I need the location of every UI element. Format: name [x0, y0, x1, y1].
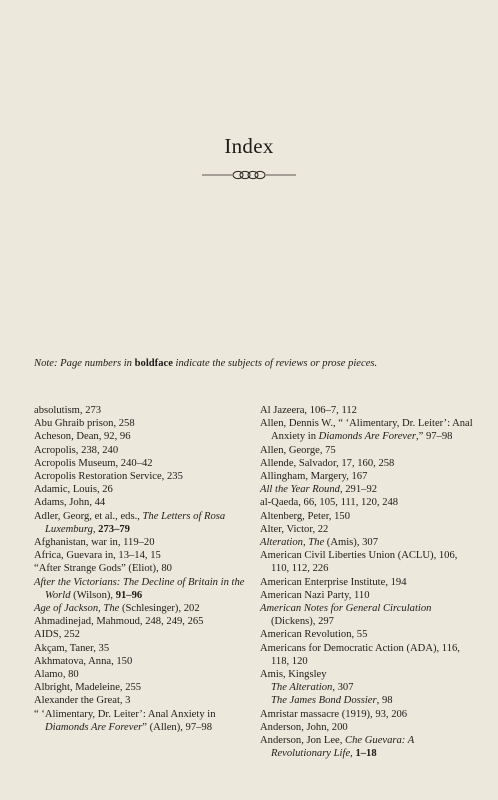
- entry-pages-bold: 91–96: [115, 589, 143, 601]
- entry-text: Anderson, John, 200: [260, 721, 348, 733]
- index-entry: [34, 602, 246, 615]
- entry-text: American Revolution, 55: [260, 629, 368, 641]
- entry-text: (Dickens), 297: [271, 616, 334, 628]
- index-entry: [260, 404, 474, 417]
- entry-text: Ahmadinejad, Mahmoud, 248, 249, 265: [34, 616, 204, 628]
- entry-title-italic: All the Year Round: [260, 484, 340, 496]
- entry-text: Afghanistan, war in, 119–20: [34, 537, 155, 549]
- index-entry: [260, 734, 474, 760]
- entry-text: Acropolis, 238, 240: [34, 444, 119, 456]
- page-title: Index: [224, 134, 274, 158]
- index-entry: [260, 470, 474, 483]
- index-entry: [34, 444, 246, 457]
- entry-text: Anderson, Jon Lee,: [260, 735, 346, 747]
- index-column-right: [260, 404, 474, 760]
- entry-text: Allen, Dennis W., “ ‘Alimentary, Dr. Leiter’: Anal Anxiety in: [260, 418, 473, 443]
- entry-text: Allingham, Margery, 167: [260, 471, 368, 483]
- index-entry: [34, 655, 246, 668]
- entry-text: American Civil Liberties Union (ACLU), 106, 110, 112, 226: [260, 550, 458, 575]
- flourish-ornament-icon: [202, 168, 296, 182]
- entry-title-italic: The Letters of Rosa Luxemburg: [45, 510, 226, 535]
- note-boldface: boldface: [134, 358, 173, 369]
- entry-title-italic: Age of Jackson, The: [34, 603, 120, 615]
- entry-text: Altenberg, Peter, 150: [260, 510, 350, 522]
- index-entry: [34, 549, 246, 562]
- index-entry: [260, 668, 474, 681]
- index-entry: [34, 536, 246, 549]
- entry-title-italic: The Alteration: [271, 682, 333, 694]
- entry-text: ,: [350, 748, 356, 760]
- index-entry: [260, 602, 474, 628]
- index-entry: [34, 694, 246, 707]
- index-entry: [34, 615, 246, 628]
- index-entry: [34, 628, 246, 641]
- index-entry: [34, 642, 246, 655]
- index-entry: [34, 681, 246, 694]
- entry-title-italic: Alteration, The: [260, 537, 325, 549]
- entry-text: Americans for Democratic Action (ADA), 116, 118, 120: [260, 642, 460, 667]
- index-entry: [34, 457, 246, 470]
- index-entry: [34, 668, 246, 681]
- entry-text: absolutism, 273: [34, 405, 102, 416]
- entry-text: Abu Ghraib prison, 258: [34, 418, 135, 430]
- entry-text: ” (Allen), 97–98: [142, 721, 213, 733]
- index-entry: [260, 642, 474, 668]
- index-subentry: [260, 694, 474, 707]
- entry-text: Acropolis Restoration Service, 235: [34, 471, 183, 483]
- entry-text: Acropolis Museum, 240–42: [34, 457, 153, 469]
- entry-text: Amis, Kingsley: [260, 669, 327, 681]
- entry-text: Alexander the Great, 3: [34, 695, 131, 707]
- entry-text: Akçam, Taner, 35: [34, 642, 110, 654]
- index-entry: [260, 483, 474, 496]
- entry-text: ,: [92, 523, 99, 535]
- index-note: [34, 357, 474, 370]
- entry-text: Adler, Georg, et al., eds.,: [34, 510, 143, 522]
- index-entry: [34, 483, 246, 496]
- index-entry: [34, 430, 246, 443]
- index-entry: [260, 496, 474, 509]
- index-column-left: [34, 404, 246, 734]
- index-entry: [260, 628, 474, 641]
- index-entry: [34, 470, 246, 483]
- index-entry: [260, 510, 474, 523]
- entry-text: Alter, Victor, 22: [260, 523, 329, 535]
- entry-text: , 307: [332, 682, 354, 694]
- entry-text: “After Strange Gods” (Eliot), 80: [34, 563, 172, 575]
- index-entry: [260, 589, 474, 602]
- index-entry: [260, 444, 474, 457]
- index-entry: [260, 721, 474, 734]
- entry-pages-bold: 273–79: [98, 523, 130, 535]
- index-entry: [260, 523, 474, 536]
- entry-text: Al Jazeera, 106–7, 112: [260, 405, 357, 416]
- index-entry: [34, 496, 246, 509]
- entry-text: American Nazi Party, 110: [260, 589, 370, 601]
- index-entry: [260, 457, 474, 470]
- index-entry: [34, 510, 246, 536]
- note-suffix: indicate the subjects of reviews or prose pieces.: [172, 358, 378, 369]
- index-entry: [34, 708, 246, 734]
- index-entry: [34, 417, 246, 430]
- entry-text: American Enterprise Institute, 194: [260, 576, 407, 588]
- entry-text: , 291–92: [339, 484, 378, 496]
- entry-text: Akhmatova, Anna, 150: [34, 655, 133, 667]
- entry-text: Alamo, 80: [34, 669, 79, 681]
- index-entry: [260, 708, 474, 721]
- index-entry: [260, 536, 474, 549]
- entry-text: Africa, Guevara in, 13–14, 15: [34, 550, 161, 562]
- entry-title-italic: The James Bond Dossier: [271, 695, 377, 707]
- entry-text: ,” 97–98: [415, 431, 453, 443]
- entry-text: Adams, John, 44: [34, 497, 106, 509]
- entry-title-italic: Che Guevara: A Revolutionary Life: [271, 735, 415, 760]
- entry-text: Adamic, Louis, 26: [34, 484, 113, 496]
- entry-text: Albright, Madeleine, 255: [34, 682, 142, 694]
- entry-text: , 98: [376, 695, 393, 707]
- entry-pages-bold: 1–18: [355, 748, 377, 760]
- entry-text: AIDS, 252: [34, 629, 80, 641]
- entry-title-italic: American Notes for General Circulation: [260, 603, 432, 615]
- index-subentry: [260, 681, 474, 694]
- index-entry: [260, 576, 474, 589]
- entry-text: (Schlesinger), 202: [119, 603, 200, 615]
- entry-title-italic: Diamonds Are Forever: [318, 431, 416, 443]
- entry-text: (Amis), 307: [324, 537, 379, 549]
- index-entry: [260, 549, 474, 575]
- entry-text: (Wilson),: [70, 589, 116, 601]
- entry-text: Allende, Salvador, 17, 160, 258: [260, 457, 395, 469]
- index-entry: [34, 576, 246, 602]
- entry-text: Allen, George, 75: [260, 444, 336, 456]
- entry-text: Amristar massacre (1919), 93, 206: [260, 708, 408, 720]
- note-prefix: Note: Page numbers in: [34, 358, 135, 369]
- entry-text: al-Qaeda, 66, 105, 111, 120, 248: [260, 497, 399, 509]
- index-entry: [34, 562, 246, 575]
- index-entry: [260, 417, 474, 443]
- index-entry: [34, 404, 246, 417]
- entry-text: Acheson, Dean, 92, 96: [34, 431, 131, 443]
- entry-title-italic: Diamonds Are Forever: [45, 721, 143, 733]
- entry-title-italic: After the Victorians: The Decline of Britain in the World: [34, 576, 245, 601]
- entry-text: “ ‘Alimentary, Dr. Leiter’: Anal Anxiety in: [34, 708, 216, 720]
